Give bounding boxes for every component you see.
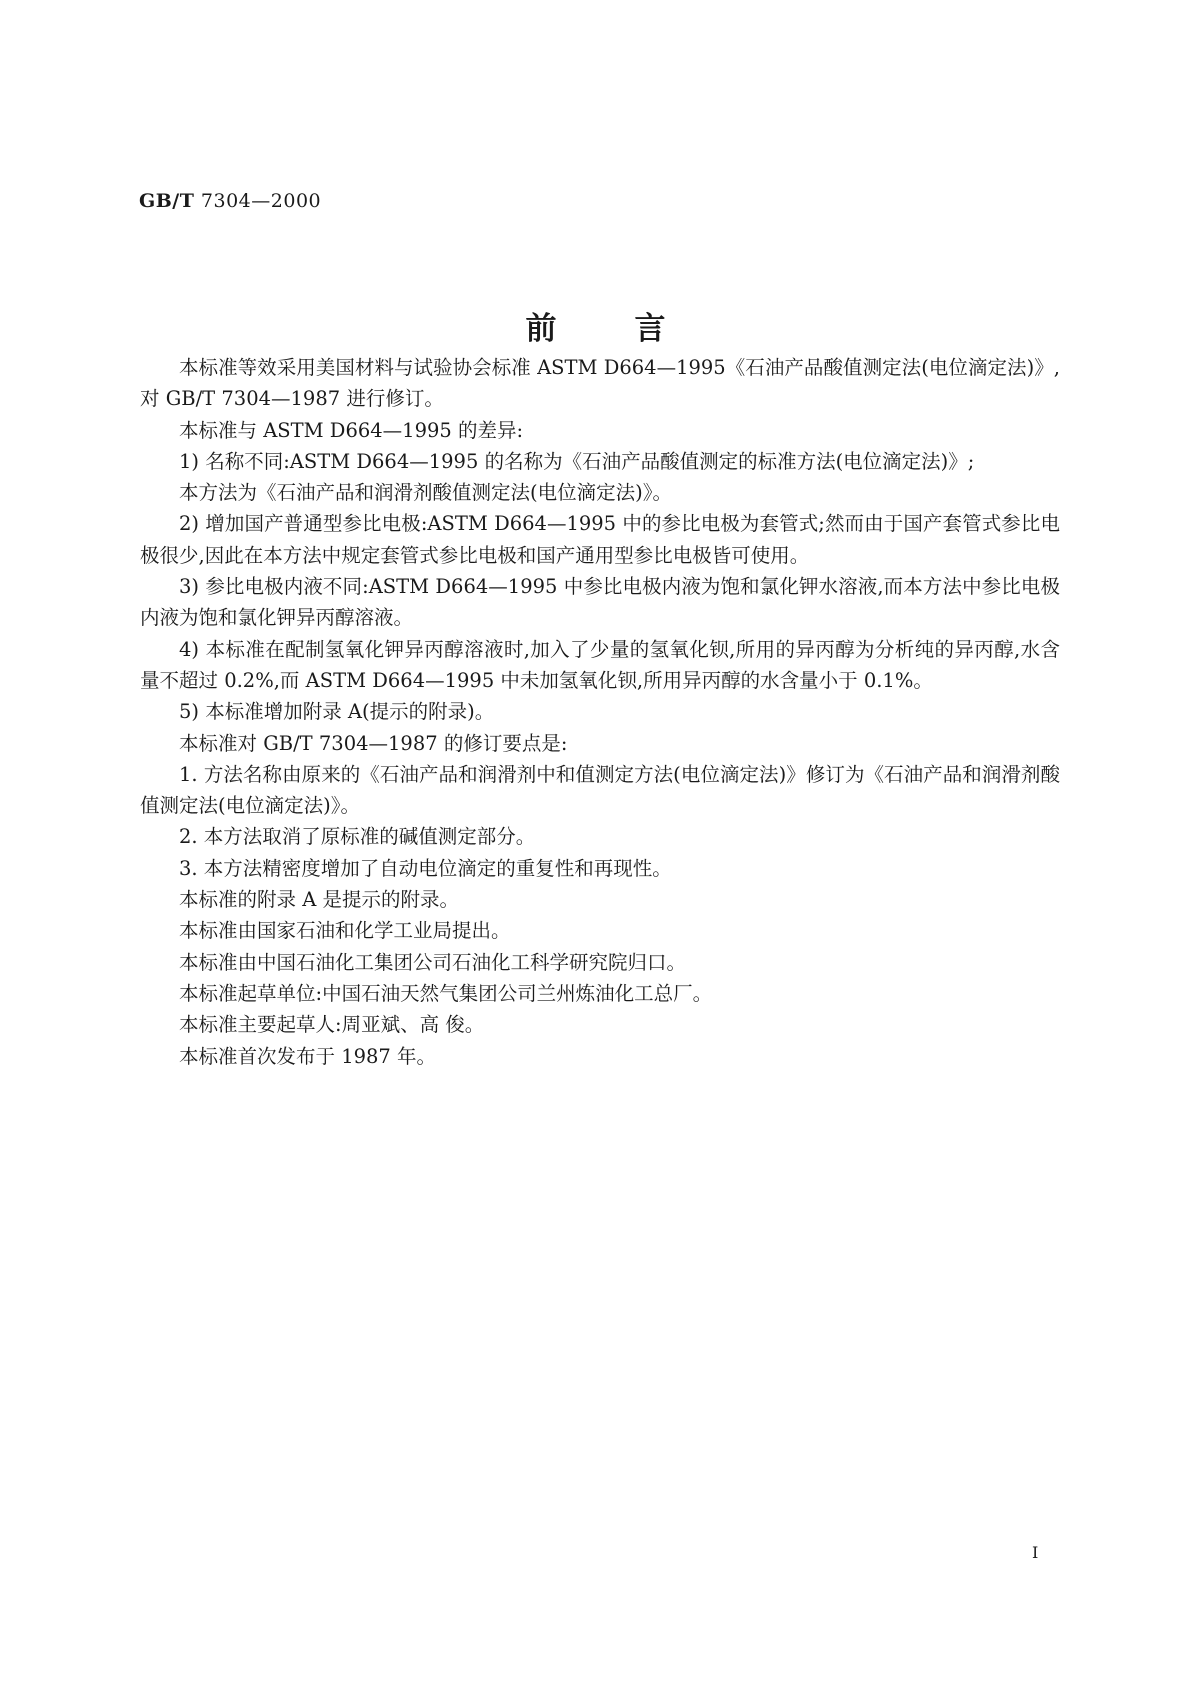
paragraph: 本标准由中国石油化工集团公司石油化工科学研究院归口。 (179, 950, 687, 974)
paragraph: 本标准与 ASTM D664—1995 的差异: (179, 418, 524, 442)
paragraph: 3) 参比电极内液不同:ASTM D664—1995 中参比电极内液为饱和氯化钾水溶液,而本方法中参比电极内液为饱和氯化钾异丙醇溶液。 (140, 575, 1060, 630)
paragraph: 本标准首次发布于 1987 年。 (179, 1044, 437, 1068)
paragraph: 2) 增加国产普通型参比电极:ASTM D664—1995 中的参比电极为套管式;然而由于国产套管式参比电极很少,因此在本方法中规定套管式参比电极和国产通用型参比电极皆可使用。 (140, 512, 1060, 567)
paragraph: 2. 本方法取消了原标准的碱值测定部分。 (179, 825, 536, 849)
paragraph: 1) 名称不同:ASTM D664—1995 的名称为《石油产品酸值测定的标准方法(电位滴定法)》; (179, 449, 975, 473)
standard-number-header (139, 190, 321, 212)
paragraph: 本标准对 GB/T 7304—1987 的修订要点是: (179, 731, 568, 755)
page-title: 前言 (525, 310, 744, 347)
paragraph: 4) 本标准在配制氢氧化钾异丙醇溶液时,加入了少量的氢氧化钡,所用的异丙醇为分析纯的异丙醇,水含量不超过 0.2%,而 ASTM D664—1995 中未加氢氧化钡,所用异丙醇的水含量小于 0.1%。 (140, 637, 1060, 692)
paragraph: 3. 本方法精密度增加了自动电位滴定的重复性和再现性。 (179, 856, 672, 880)
foreword-body (140, 352, 1060, 1072)
paragraph: 1. 方法名称由原来的《石油产品和润滑剂中和值测定方法(电位滴定法)》修订为《石油产品和润滑剂酸值测定法(电位滴定法)》。 (140, 762, 1060, 818)
paragraph: 本标准起草单位:中国石油天然气集团公司兰州炼油化工总厂。 (179, 981, 713, 1005)
page-number: I (1032, 1543, 1039, 1562)
standard-year-number: 7304—2000 (200, 190, 322, 212)
paragraph: 本标准等效采用美国材料与试验协会标准 ASTM D664—1995《石油产品酸值测定法(电位滴定法)》,对 GB/T 7304—1987 进行修订。 (140, 356, 1060, 411)
standard-code: GB/T (139, 190, 195, 212)
paragraph: 本方法为《石油产品和润滑剂酸值测定法(电位滴定法)》。 (179, 481, 672, 505)
paragraph: 本标准由国家石油和化学工业局提出。 (179, 919, 511, 943)
paragraph: 本标准的附录 A 是提示的附录。 (179, 888, 459, 912)
paragraph: 本标准主要起草人:周亚斌、高 俊。 (179, 1013, 485, 1037)
paragraph: 5) 本标准增加附录 A(提示的附录)。 (179, 700, 495, 724)
